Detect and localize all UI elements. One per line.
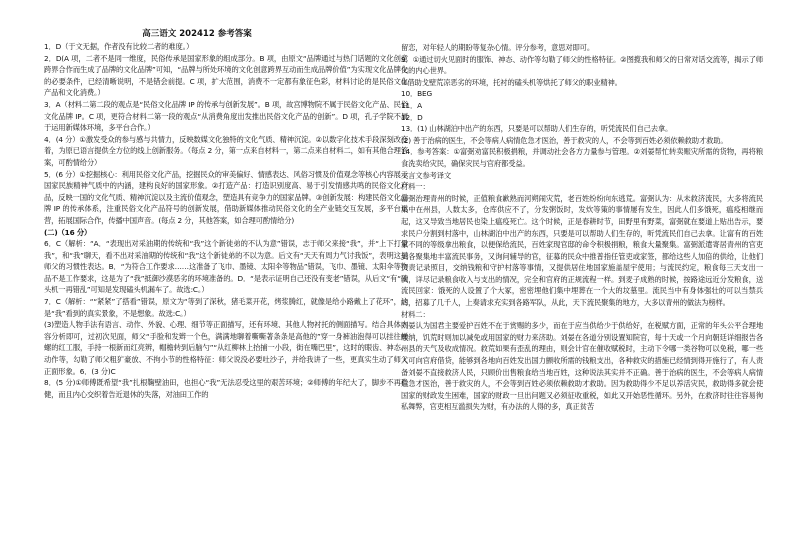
paragraph: 4．(4 分）①激发受众的参与感与共情力，反映数媒文化独特的文化气质、精神沉淀。②以数字化技术手段深刻改变着，为原已语言提供全方位的线上创新服务。（每点 2 分，第一点来自材料一，第二点来自材料二，如有其他合理答案，可酌情给分） xyxy=(44,134,408,167)
paragraph: (3)塑造人物手法有语言、动作、外貌、心理、细节等正面描写，还有环境、其他人物衬托的侧面描写。结合具体内容分析即可，过初次见面，师父“手脸和发辫一个色，满满地聊着嘶嘶著条条是高他的”穿一身裤油泡得可以挂往蝉螺的红工服，手持一根新而红亮辨，帽檐转到后脑勺”“从红柳林上抬捕一小段，街在嘴巴里”，这时的眼齿、神态、动作等，勾勒了师父粗犷豪放、不拘小节的性格特征：师父说没必要吐沙子，并给我讲了一些，更真实生动了师父正面形象。6．(3 分)C xyxy=(44,320,408,376)
paragraph: 12．D xyxy=(401,112,423,122)
paragraph: 留恋，对年轻人的期盼等复杂心情。评分参考，意思对即可。 xyxy=(401,43,594,52)
right-column xyxy=(401,42,763,413)
page-title: 高三语文 202412 参考答案 xyxy=(142,29,252,39)
paragraph: (2) 善于治病的医生，不会等病人病情危急才医治，善于救灾的人，不会等到百姓必须依赖救助才救助。 xyxy=(401,135,728,145)
paragraph: 6．C（解析：“A．“表现出对采油期的传统和“我”这个新徒弟的不认为意”错误，志于师父来接“我”，并“上下打量我”，和“我”聊天，看不出对采油期的传统和“我”这个新徒弟的不以为意。后文有“天天有周力气讨我饭”，表明这是师父的习惯性表达。B．“为符合工作要求……这准备了飞巾、墨镜、太阳伞等物品”错误，飞巾、墨镜、太阳伞等物品不是工作要求，这是为了“我”抵御沙漠恶劣的环境准备的。D．“是表示证明自己还没有变老”错误，从后文“有“磕头机一再错乱”可知是发现磕头机漏车了。故选:C。） xyxy=(44,239,408,295)
paragraph: 9．①通过切火见面时的服饰、神态、动作等勾勒了师父的性格特征。②图揽我和师父的日常对话交流等，揭示了师父的内心世界。 xyxy=(401,54,763,76)
left-column xyxy=(44,41,408,400)
paragraph: ③借助戈壁荒凉恶劣的环境，托衬的磕头机等烘托了师父的职业精神。 xyxy=(401,77,622,87)
paragraph: 2．D(A 项，二者不是同一维度，民俗传承是国家形象的组成部分。B 项，由原文“品牌通过与热门话题的文化创意跨界合作而生成了品牌的文化品牌”可知，“品牌与所处环境的文化创意跨界互动而生成品牌价值”为实现文化品牌化的必要条件，已经清晰说明，不是错会前提。C 项，扩大范围，消费不一定都有象征色彩，材料讨论的是民俗文化产品和文化消费。） xyxy=(44,53,408,98)
paragraph: 1．D（于文无据，作者没有比较二者的难度。） xyxy=(44,42,194,51)
paragraph: 文言文参考译文 xyxy=(401,170,452,180)
paragraph: 8．(5 分)①师傅既希望“我”扎根鞠壁油田，也担心“我”无法忍受这里的艰苦环境；②师傅的年纪大了，脚步不再稳健，而且内心交织着告近退休的失落，对油田工作的 xyxy=(44,378,408,399)
paragraph: 5．(6 分）①挖掘核心：利用民俗文化产品，挖掘民众的审美偏好、情感表达、风俗习惯及价值观念等核心内容展示国家民族精神气质中的内涵，建构良好的国家形象。②打造产品：打造识别度高、易于引发情感共鸣的民俗文化产品，反映一国的文化气质、精神沉淀以及主流价值观念，塑造具有竞争力的国家品牌。③创新发展：构建民俗文化品牌 IP 的传承体系，注重民俗文化产品符号的创新发展，借助新媒体推动民俗文化的全产业链交互发展，多平台运营，拓展国际合作，传播中国声音。(每点 2 分，其他答案，如合理可酌情给分) xyxy=(44,169,408,225)
paragraph: 14．参考答案：①富弼劝富民积极捐粮，并调动社会各方力量参与管理。②刘晏帮忙转卖赈灾所需的货物，再将粮食洗卖给灾民，确保灾民与官府都受益。 xyxy=(401,147,763,168)
paragraph: 13．(1) 山林湖泊中出产的东西，只要是可以帮助人们生存的，听凭流民们自己去拿。 xyxy=(401,124,673,134)
paragraph: 富弼治理青州的时候，正值粮食歉熟而河朔闹灾荒，老百姓纷纷向东逃荒。富弼认为：从未救济流民，大多将流民集中在州县，人数太多，仓库供应不了，分发粥饭时，发炊等策的事情屡有发生，因此人们多饿死，瘟疫相继而起，这又导致当地居民也染上瘟疫死亡。这个时候，正是春耕时节，田野里有野菜，富弼就在要道上贴出告示，要求民户分割到村落中，山林湖泊中出产的东西，只要是可以帮助人们生存的，听凭流民们自己去拿。让富有的百姓家不同的等级拿出粮食，以便保给流民，百姓家现官邸的命令积极捐粮，粮食大量聚集。富弼派遣寄居青州的官吏到各聚集地丰富流民事务，又询问辅导的官，征募的民众中推普指任管吏或家签，都给这些人加倍的供给，让他们负责记录照目，交纳钱粮和守护村落等事情，又提供居住地国家施盖屋宇使用；与流民约定，粮食每三天支出一次，详尽记录粮食收入与支出的情况，完全和官府的正规流程一样。到麦子成熟的时候，按路途远近分发粮食，送流民回家：饿死的人设置了个大冢，密密埋他们集中埋葬在一个大的坟墓里。流民当中有身体强壮的可以当禁兵的，招募了几千人，上奏请求充实到各路军队，从此，天下流民聚集的地方，大多以青州的做法为榜样。 xyxy=(401,193,763,308)
paragraph: 3．A（材料二第二段的观点是“民俗文化品牌 IP 的传承与创新发展”。B 项，故宫博物院不属于民俗文化产品、民俗文化品牌 IP。C 项，更符合材料二第一段的观点“从消费角度出发推出民俗文化产品的创新”。D 项，孔子学院不属于运用新媒体环境，多平台合作。） xyxy=(44,99,408,133)
paragraph: 材料一： xyxy=(401,182,430,192)
paragraph: 11．A xyxy=(401,100,422,110)
section-heading: (二)（16 分） xyxy=(44,227,92,237)
paragraph: 刘晏认为国君主要爱护百姓不在于赏赐的多少，而在于应当供给少于供给好，在税赋方面，正常的年头公平合理地缴纳，饥荒时则加以减免或用国家的财力来济助。刘晏在各道分别设置知院官，每十天或一个月向朝廷详细报告各州县的天气及收成情况。救荒如果有歪乱的理由，则会计官在催收赋税时，主动下令哪一类谷物可以免税，哪一些人可向官府借贷，能够到各地向百姓发出国力颤收所需的钱粮支出，各种救灾的措施已经情到得开施行了，有人责备刘晏不直接救济人民，只顾价出售粮食给当地百姓，这种说法其实并不正确。善于治病的医生，不会等病人病情危急才医治，善于救灾的人，不会等到百姓必须依赖救助才救助。因为救助得少不足以养活灾民，救助得多就会使国家的财政发生困难，国家的财政一旦出问题又必须征收重税，如此又开始恶性循环。另外，在救济时往往容易徇私舞弊，官吏相互滥损失为财，有办法的人得的多，真正贫苦 xyxy=(401,321,763,412)
paragraph: 材料二： xyxy=(401,309,430,319)
paragraph: 10．BEG xyxy=(401,89,432,99)
paragraph: 7．C（解析：““紧紧”了搭看”错误，原文为“等到了深秋，猪毛菜开花，烤浆腾红，就像是给小路戴上了花环”，这是“我”看到的真实景象，不是想象。故选:C。） xyxy=(44,297,408,318)
